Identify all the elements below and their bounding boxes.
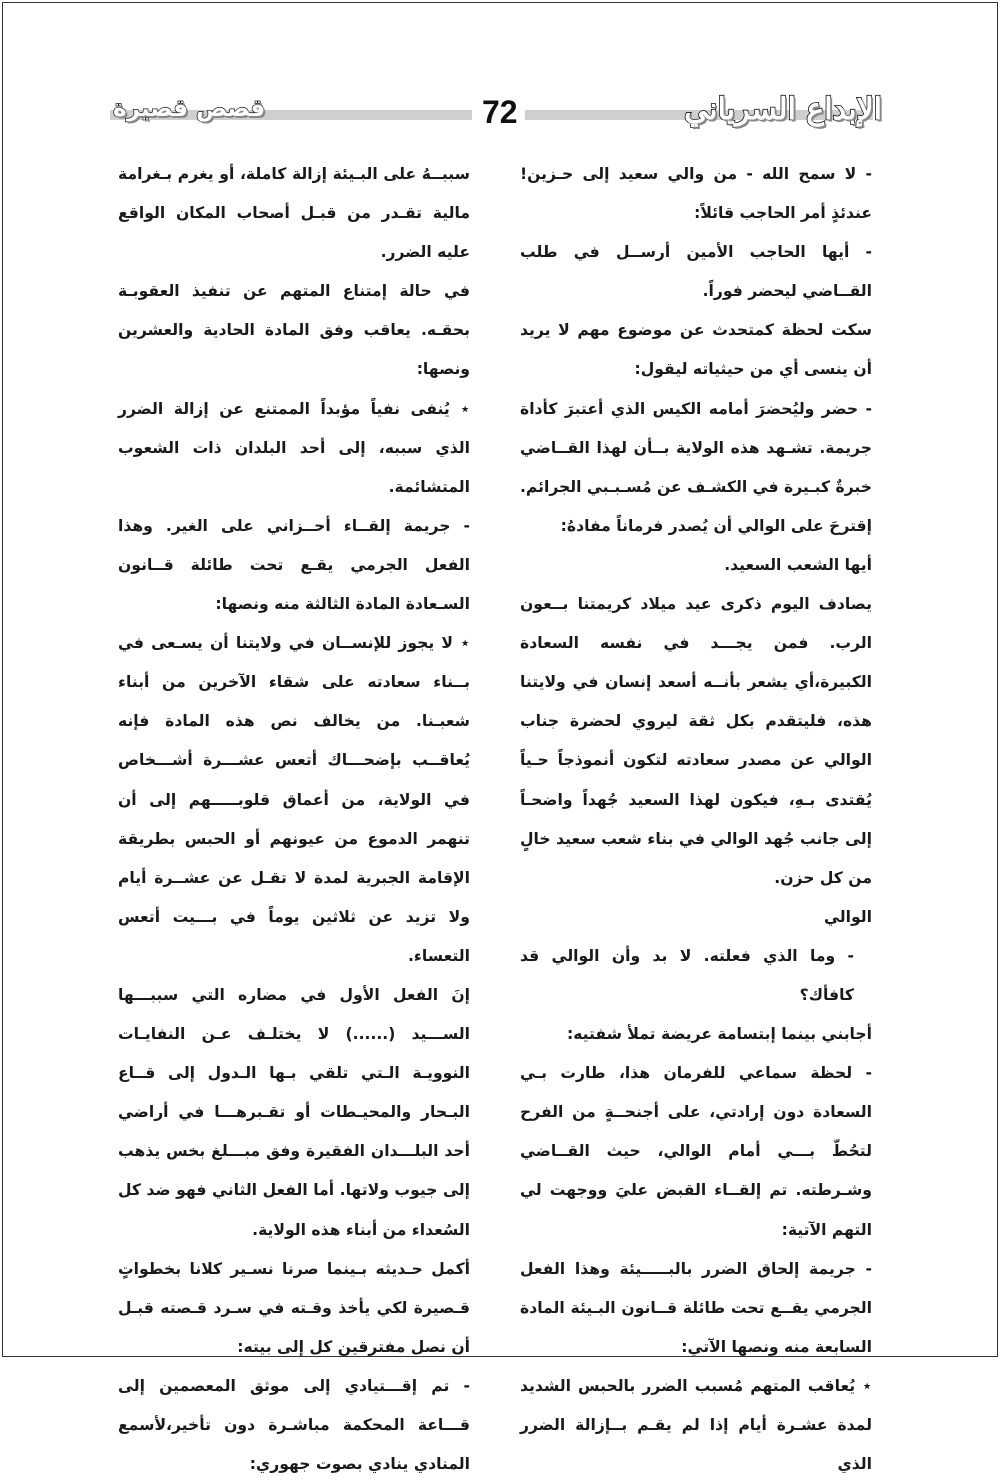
paragraph: سببــهُ على البـيئة إزالة كاملة، أو يغرم بـغرامة مالية تقـدر من قبـل أصحاب المكان الواقع عليه الضرر.: [118, 165, 470, 262]
page-number: 72: [482, 94, 518, 130]
paragraph: - وما الذي فعلته. لا بد وأن الوالي قد كافأك؟: [520, 946, 854, 1004]
magazine-title: الإبداع السرياني: [684, 92, 882, 127]
paragraph: - تم إقـــتيادي إلى موثق المعصمين إلى قـــاعة المحكمة مباشـرة دون تأخير،لأسمع المنادي ينادي بصوت جهوري:: [118, 1376, 470, 1474]
paragraph: في حالة إمتناع المتهم عن تنفيذ العقوبـة بحقـه. يعاقب وفق المادة الحادية والعشرين ونصها:: [118, 282, 470, 379]
paragraph: الوالي: [824, 907, 872, 926]
paragraph: ⋆ لا يجوز للإنســان في ولايتنا أن يسـعى في بــناء سعادته على شقاء الآخرين من أبناء شعبـنا. من يخالف نص هذه المادة فإنه يُعاقــب بإضحـــاك أتعس عشـــرة أشـــخاص في الولاية، من أعماق قلوبـــــهم إلى أن تنهمر الدموع من عيونهم أو الحبس بطريقة الإقامة الجبرية لمدة لا تقـل عن عشــرة أيام ولا تزيد عن ثلاثين يوماً في بـــيت أتعس التعساء.: [118, 634, 470, 965]
paragraph: أجابني بينما إبتسامة عريضة تملأ شفتيه:: [566, 1025, 872, 1044]
paragraph: يصادف اليوم ذكرى عيد ميلاد كريمتنا بــعون الرب. فمن يجـــد في نفسه السعادة الكبيرة،أي يشعر بأنــه أسعد إنسان في ولايتنا هذه، فليتقدم بكل ثقة ليروي لحضرة جناب الوالي عن مصدر سعادته لتكون أنموذجاً حـياً يُقتدى بـهِ، فيكون لهذا السعيد جُهداً واضحـاً إلى جانب جُهد الوالي في بناء شعب سعيد خالٍ من كل حزن.: [520, 595, 872, 887]
paragraph: إنَ الفعل الأول في مضاره التي سببـــها الســـيد (......) لا يختلـف عـن النفايـات النوويـة الـتي تلقي بـها الـدول إلى قــاع البـحار والمحيـطات أو تقـبرهـــا في أراضي أحد البلـــدان الفقيرة وفق مبـــلغ بخس يذهب إلى جيوب ولاتها. أما الفعل الثاني فهو ضد كل السُعداء من أبناء هذه الولاية.: [118, 985, 470, 1239]
paragraph: إقترحَ على الوالي أن يُصدر فرماناً مفادهُ:: [560, 516, 872, 535]
right-text-column: [520, 155, 872, 1484]
left-text-column: [118, 155, 470, 1484]
paragraph: - أيها الحاجب الأمين أرســل في طلب القــاضي ليحضر فوراً.: [520, 243, 872, 301]
paragraph: - لحظة سماعي للفرمان هذا، طارت بـي السعادة دون إرادتي، على أجنحــةٍ من الفرح لتحُطّ بـــي أمام الوالي، حيث القــاضي وشـرطته. تم إلقــاء القبض عليَ ووجهت لي التهم الآتية:: [520, 1064, 872, 1239]
paragraph: - جريمة إلحاق الضرر بالبـــــيئة وهذا الفعل الجرمي يقــع تحت طائلة قــانون البـيئة المادة السابعة منه ونصها الآتي:: [520, 1259, 872, 1356]
paragraph: أيها الشعب السعيد.: [724, 555, 872, 574]
page-header: [0, 82, 1004, 152]
paragraph: سكت لحظة كمتحدث عن موضوع مهم لا يريد أن ينسى أي من حيثياته ليقول:: [520, 321, 872, 379]
paragraph: ⋆ يُعاقب المتهم مُسبب الضرر بالحبس الشديد لمدة عشـرة أيام إذا لم يقـم بــإزالة الضرر الذي: [520, 1376, 872, 1474]
section-title: قصص قصيرة: [113, 96, 266, 122]
paragraph: ⋆ يُنفى نفياً مؤبداً الممتنع عن إزالة الضرر الذي سببه، إلى أحد البلدان ذات الشعوب المتشائمة.: [118, 399, 470, 496]
paragraph: - جريمة إلقــاء أحــزاني على الغير. وهذا الفعل الجرمي يقـع تحت طائلة قــانون السـعادة المادة الثالثة منه ونصها:: [118, 516, 470, 614]
paragraph: - لا سمح الله - من والي سعيد إلى حـزين! عندئذٍ أمر الحاجب قائلاً:: [520, 165, 872, 223]
paragraph: أكمل حـديثه بـينما صرنا نسـير كلانا بخطواتٍ قـصيرة لكي يأخذ وقـته في سـرد قـصته قبـل أن نصل مفترقين كل إلى بيته:: [118, 1259, 470, 1356]
paragraph: - حضر وليُحضرَ أمامه الكيس الذي أعتبرَ كأداة جريمة. تشـهد هذه الولاية بــأن لهذا القــاضي خبرةٌ كبـيرة في الكشـف عن مُسـبـبي الجرائم.: [519, 399, 872, 496]
